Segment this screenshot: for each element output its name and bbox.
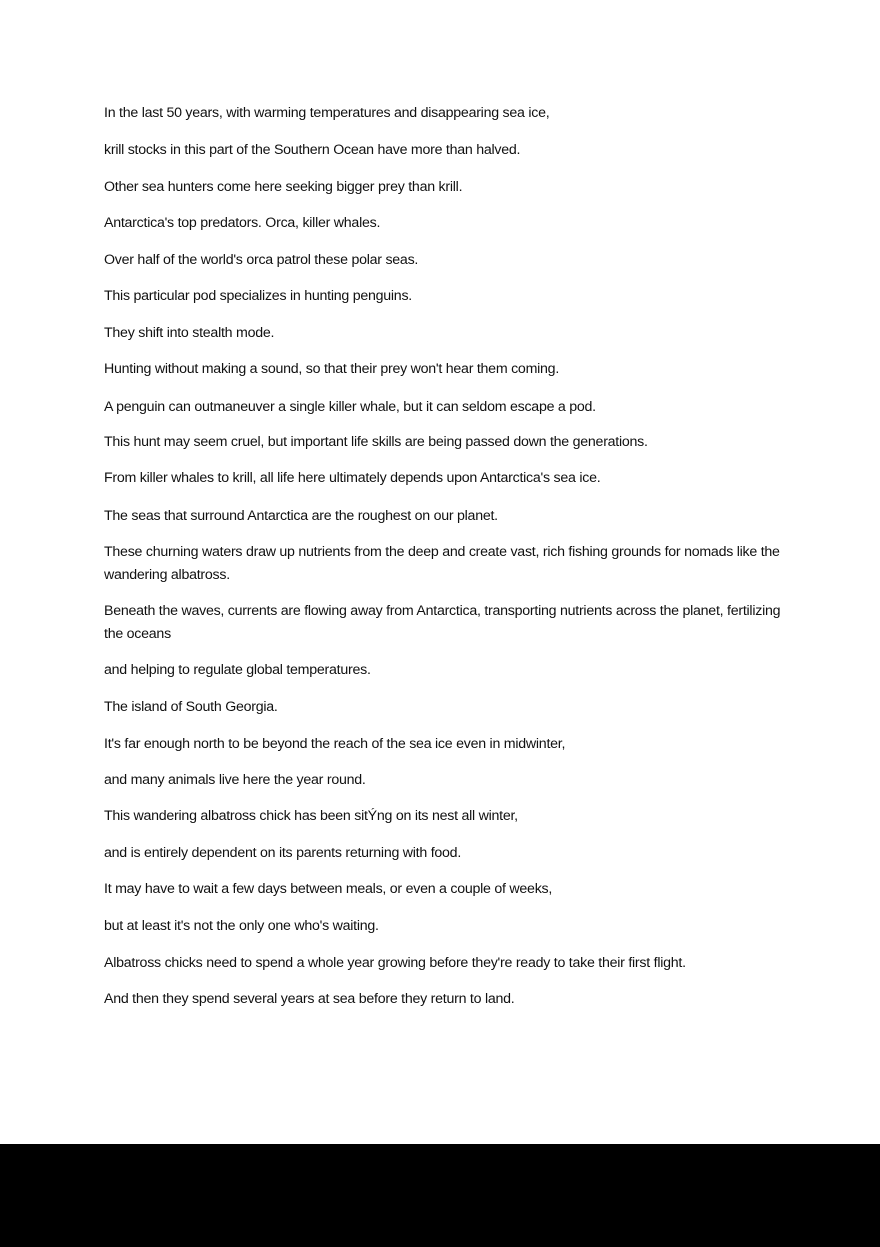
paragraph: and is entirely dependent on its parents returning with food.	[104, 845, 462, 861]
paragraph: This particular pod specializes in hunting penguins.	[104, 288, 412, 304]
paragraph: Hunting without making a sound, so that their prey won't hear them coming.	[104, 361, 560, 377]
paragraph: Beneath the waves, currents are flowing away from Antarctica, transporting nutrients across the planet, fertilizing the oceans	[104, 603, 781, 642]
paragraph: Albatross chicks need to spend a whole year growing before they're ready to take their first flight.	[104, 955, 686, 971]
paragraph: Over half of the world's orca patrol these polar seas.	[104, 252, 419, 268]
paragraph: Other sea hunters come here seeking bigger prey than krill.	[104, 179, 463, 195]
paragraph: It may have to wait a few days between meals, or even a couple of weeks,	[104, 881, 553, 897]
paragraph: The island of South Georgia.	[104, 699, 278, 715]
paragraph: And then they spend several years at sea before they return to land.	[104, 991, 515, 1007]
paragraph: It's far enough north to be beyond the reach of the sea ice even in midwinter,	[104, 736, 566, 752]
paragraph: and many animals live here the year round.	[104, 772, 366, 788]
paragraph: A penguin can outmaneuver a single killer whale, but it can seldom escape a pod.	[104, 399, 596, 415]
paragraph: The seas that surround Antarctica are the roughest on our planet.	[104, 508, 498, 524]
paragraph: Antarctica's top predators. Orca, killer whales.	[104, 215, 381, 231]
paragraph: krill stocks in this part of the Southern Ocean have more than halved.	[104, 142, 521, 158]
outside-page-area	[0, 1144, 880, 1247]
paragraph: These churning waters draw up nutrients from the deep and create vast, rich fishing grounds for nomads like the wandering albatross.	[104, 544, 780, 583]
paragraph: From killer whales to krill, all life here ultimately depends upon Antarctica's sea ice.	[104, 470, 601, 486]
paragraph: This wandering albatross chick has been sitÝng on its nest all winter,	[104, 808, 518, 824]
paragraph: In the last 50 years, with warming temperatures and disappearing sea ice,	[104, 105, 550, 121]
paragraph: but at least it's not the only one who's waiting.	[104, 918, 379, 934]
paragraph: and helping to regulate global temperatures.	[104, 662, 371, 678]
paragraph: This hunt may seem cruel, but important life skills are being passed down the generations.	[104, 434, 648, 450]
paragraph: They shift into stealth mode.	[104, 325, 275, 341]
